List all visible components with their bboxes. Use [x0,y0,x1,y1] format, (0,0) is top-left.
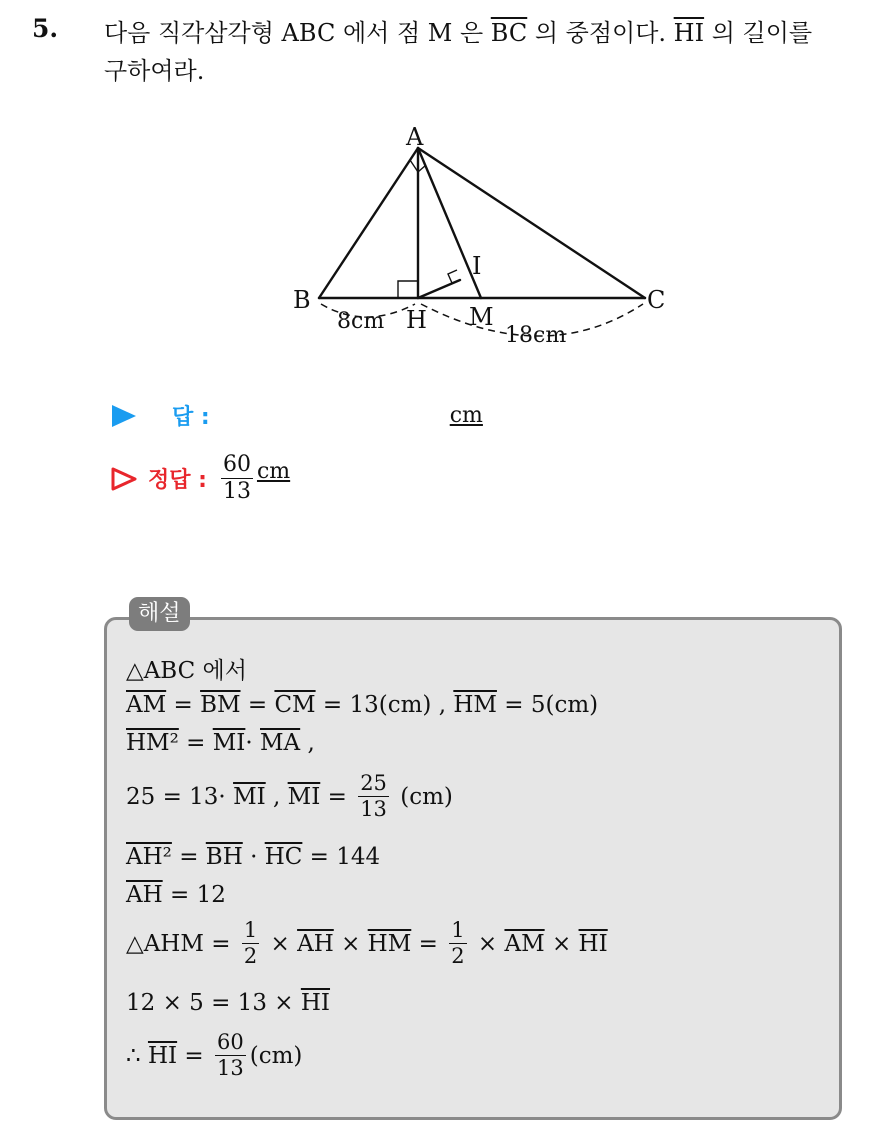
play-arrow-icon [110,402,138,430]
solution-text: · [245,730,260,756]
segment-ma: $\overline{MA}$ [260,730,301,756]
perpendicular-hi [418,280,460,298]
solution-text: 25 = 13· [126,783,234,810]
segment-mi: $\overline{MI}$ [212,730,246,756]
answer-row [110,400,483,431]
fraction [449,918,466,969]
segment-bc: $\overline{BC}$ [490,19,528,47]
label-m: M [469,303,494,331]
solution-text: = [178,730,213,756]
solution-text: , [265,783,288,810]
question-text-part: 의 중점이다. [527,19,674,47]
solution-text: × [544,930,579,957]
segment-hi: $\overline{HI}$ [673,19,705,47]
question-number: 5. [32,14,59,43]
correct-answer-label: 정답 : [148,468,207,493]
solution-text: △ABC 에서 [126,658,247,684]
solution-text: = 5(cm) [496,692,599,718]
solution-line-4 [126,771,453,822]
solution-text: 12 × 5 = 13 × [126,990,301,1016]
segment-hm: $\overline{HM}$ [453,692,497,718]
fraction-denominator: 2 [451,944,465,968]
fraction [358,771,389,822]
fraction-denominator: 13 [222,479,251,504]
solution-line-7 [126,918,608,969]
segment-cm: $\overline{CM}$ [274,692,316,718]
segment-bh: $\overline{BH}$ [205,844,243,870]
correct-answer-row [110,452,290,505]
fraction [215,1030,246,1081]
segment-hc: $\overline{HC}$ [264,844,303,870]
solution-text: △AHM = [126,930,238,957]
fraction-numerator: 1 [243,918,258,942]
segment-am: $\overline{AM}$ [126,692,167,718]
segment-mi: $\overline{MI}$ [233,783,266,810]
label-c: C [647,286,666,314]
solution-text: × [470,930,505,957]
solution-text: (cm) [249,1042,303,1069]
right-angle-h [398,281,418,298]
segment-ah-squared: AH² [126,844,172,870]
answer-label: 답 : [172,405,210,430]
question-text [104,14,874,90]
solution-text: · [242,844,265,870]
solution-line-2: $\overline{AM}$ = $\overline{BM}$ = $\overline{CM}$ = 13(cm) , $\overline{HM}$ = 5(cm) [126,692,599,718]
length-hc: 18cm [505,323,567,348]
solution-text: ∴ [126,1042,148,1069]
segment-hi: $\overline{HI}$ [578,930,608,957]
solution-line-1 [126,652,247,685]
solution-text: = [171,844,206,870]
fraction-numerator: 60 [222,452,251,477]
outline-arrow-icon [110,465,138,493]
solution-text: = 12 [162,882,226,908]
answer-blank[interactable]: cm [449,403,483,428]
segment-mi: $\overline{MI}$ [287,783,321,810]
segment-ah: $\overline{AH}$ [126,882,163,908]
label-h: H [406,306,427,334]
solution-text: = [411,930,446,957]
fraction-denominator: 2 [243,944,258,968]
solution-line-8 [126,990,330,1016]
solution-line-5 [126,844,380,870]
solution-text: = [320,783,355,810]
fraction-numerator: 60 [217,1030,244,1054]
correct-answer-fraction [221,452,253,505]
label-b: B [293,286,311,314]
segment-hi: $\overline{HI}$ [300,990,331,1016]
fraction-numerator: 25 [360,771,387,795]
length-bh: 8cm [337,309,385,334]
solution-line-9 [126,1030,302,1081]
segment-hm: $\overline{HM}$ [367,930,412,957]
solution-text: = 13(cm) , [315,692,454,718]
label-i: I [472,252,482,280]
question-text-part: 다음 직각삼각형 ABC 에서 점 M 은 [104,19,491,47]
solution-text: × [333,930,368,957]
correct-answer-unit: cm [256,459,291,484]
fraction-denominator: 13 [360,797,387,821]
fraction-numerator: 1 [451,918,465,942]
side-ac [418,148,645,298]
segment-am: $\overline{AM}$ [504,930,545,957]
solution-line-6 [126,882,226,908]
question-text-part: 의 길이를 [704,19,813,47]
segment-hi: $\overline{HI}$ [147,1042,178,1069]
fraction-denominator: 13 [217,1056,244,1080]
label-a: A [406,123,424,151]
solution-badge: 해설 [129,597,190,631]
fraction [242,918,259,969]
triangle-figure [285,118,685,358]
solution-text: (cm) [392,783,453,810]
solution-text: × [263,930,298,957]
solution-text: = [177,1042,212,1069]
segment-hm-squared: HM² [126,730,179,756]
segment-ah: $\overline{AH}$ [297,930,334,957]
question-text-part: 구하여라. [104,57,205,85]
segment-bm: $\overline{BM}$ [200,692,241,718]
solution-text: = 144 [302,844,381,870]
solution-text: , [300,730,315,756]
side-ab [319,148,418,298]
solution-line-3 [126,730,315,756]
